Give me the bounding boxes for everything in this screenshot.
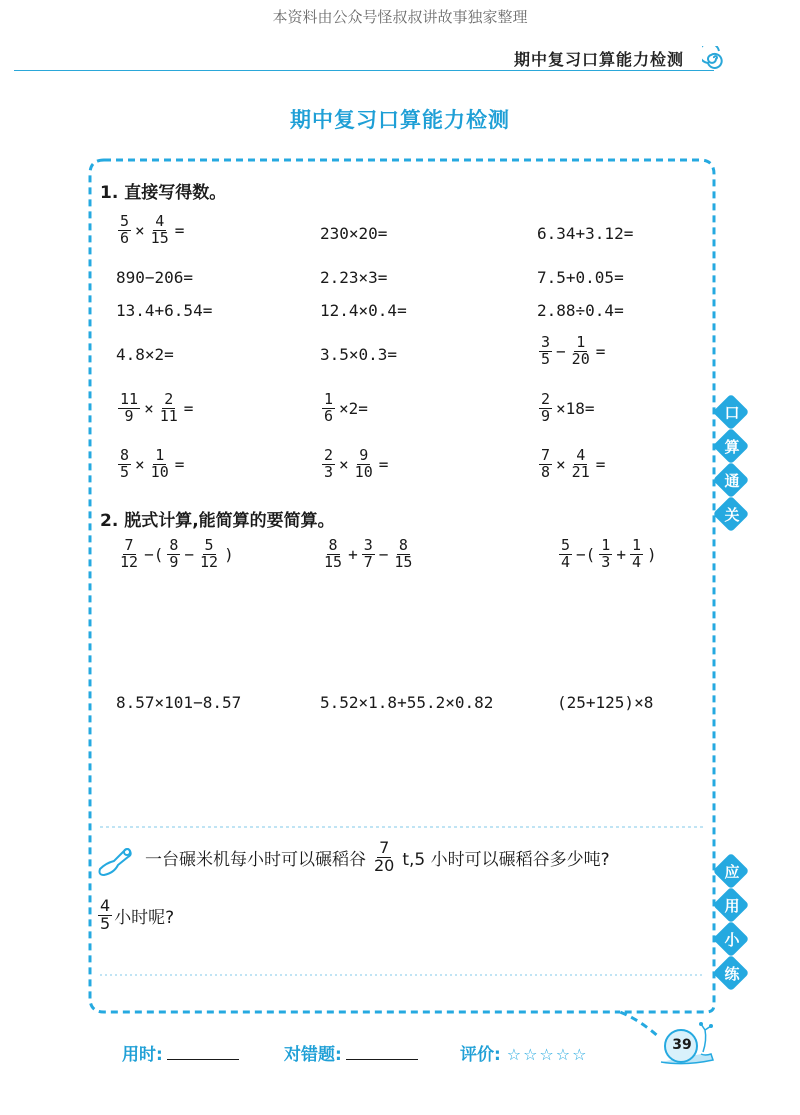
numerator: 5 (561, 536, 571, 554)
operator: − (378, 544, 389, 564)
denominator: 10 (354, 462, 373, 481)
denominator: 5 (541, 349, 551, 368)
denominator: 6 (120, 228, 130, 247)
denominator: 4 (561, 552, 571, 571)
denominator: 7 (363, 552, 373, 571)
fraction (118, 392, 140, 425)
problem-statement-2 (98, 898, 174, 933)
numerator: 3 (363, 536, 373, 554)
numerator: 8 (169, 536, 179, 554)
problem-5-3 (537, 392, 597, 425)
calc-problem-1 (116, 538, 236, 571)
calc-problem-3 (557, 538, 659, 571)
side-tab-guan (718, 501, 746, 529)
side-tab-suan (718, 433, 746, 461)
operator: − (556, 341, 566, 361)
numerator: 9 (359, 446, 369, 464)
equals: = (595, 454, 606, 474)
problem-1-1 (116, 214, 186, 247)
numerator: 8 (398, 536, 408, 554)
problem-2-2: 2.23×3= (320, 268, 388, 287)
side-tab-label: 通 (724, 472, 740, 490)
problem-text: t,5 小时可以碾稻谷多少吨? (402, 849, 610, 870)
problem-4-3 (537, 335, 607, 368)
operator: ) (224, 544, 234, 564)
fraction (362, 538, 375, 571)
denominator: 8 (541, 462, 551, 481)
fraction (322, 392, 335, 425)
section1-heading: 1. 直接写得数。 (100, 183, 227, 203)
fraction (98, 898, 112, 933)
side-tab-lian (718, 960, 746, 988)
problem-3-1: 13.4+6.54= (116, 301, 213, 320)
operator: × (144, 398, 154, 418)
denominator: 21 (571, 462, 590, 481)
denominator: 9 (124, 406, 134, 425)
denominator: 12 (120, 552, 139, 571)
equals: = (378, 454, 389, 474)
numerator: 2 (324, 446, 334, 464)
denominator: 6 (324, 406, 334, 425)
problem-3-3: 2.88÷0.4= (537, 301, 624, 320)
watermark-text: 本资料由公众号怪叔叔讲故事独家整理 (272, 8, 528, 26)
fraction (570, 335, 592, 368)
denominator: 4 (631, 552, 641, 571)
numerator: 1 (324, 390, 334, 408)
denominator: 11 (159, 406, 178, 425)
side-tab-xiao (718, 926, 746, 954)
denominator: 20 (571, 349, 590, 368)
numerator: 7 (124, 536, 134, 554)
fraction (539, 335, 552, 368)
problem-2-1: 890−206= (116, 268, 194, 287)
fraction (149, 448, 171, 481)
denominator: 5 (120, 462, 130, 481)
numerator: 7 (541, 446, 551, 464)
calc-problem-6: (25+125)×8 (557, 693, 654, 712)
fraction (539, 392, 552, 425)
problem-6-3 (537, 448, 607, 481)
equals: = (174, 220, 185, 240)
operator: ) (647, 544, 657, 564)
footer-rating (460, 1040, 588, 1065)
problem-2-3: 7.5+0.05= (537, 268, 624, 287)
operator: + (348, 544, 358, 564)
problem-3-2: 12.4×0.4= (320, 301, 407, 320)
fraction (599, 538, 612, 571)
problem-1-3: 6.34+3.12= (537, 224, 634, 243)
numerator: 1 (601, 536, 611, 554)
calc-problem-2 (320, 538, 416, 571)
fraction (158, 392, 180, 425)
fraction (167, 538, 180, 571)
equals: = (183, 398, 194, 418)
side-tab-ying (718, 858, 746, 886)
footer-errors (284, 1040, 418, 1065)
problem-6-1 (116, 448, 186, 481)
page-number: 39 (672, 1037, 692, 1053)
side-tab-label: 应 (724, 863, 740, 881)
equals: = (595, 341, 606, 361)
numerator: 8 (328, 536, 338, 554)
time-label: 用时: (122, 1045, 163, 1065)
operator: −( (576, 544, 596, 564)
numerator: 7 (379, 838, 390, 857)
trumpet-icon (96, 843, 136, 879)
numerator: 1 (576, 333, 586, 351)
numerator: 2 (164, 390, 174, 408)
numerator: 5 (120, 212, 130, 230)
problem-4-1: 4.8×2= (116, 345, 174, 364)
denominator: 20 (374, 855, 395, 875)
problem-5-1 (116, 392, 195, 425)
operator: × (556, 454, 566, 474)
side-tab-label: 用 (724, 897, 740, 915)
equals: = (174, 454, 185, 474)
problem-5-2 (320, 392, 370, 425)
fraction (322, 538, 344, 571)
side-tab-kou (718, 399, 746, 427)
fraction (118, 214, 131, 247)
numerator: 3 (541, 333, 551, 351)
numerator: 8 (120, 446, 130, 464)
calc-problem-5: 5.52×1.8+55.2×0.82 (320, 693, 494, 712)
denominator: 3 (324, 462, 334, 481)
side-tab-tong (718, 467, 746, 495)
fraction (198, 538, 220, 571)
denominator: 9 (169, 552, 179, 571)
numerator: 2 (541, 390, 551, 408)
problem-text: 小时呢? (114, 907, 175, 928)
footer-time (122, 1040, 239, 1065)
operator: −( (144, 544, 164, 564)
fraction (630, 538, 643, 571)
side-tab-label: 口 (724, 404, 740, 422)
fraction (118, 448, 131, 481)
operator: + (616, 544, 626, 564)
denominator: 5 (100, 913, 111, 933)
side-tab-label: 练 (724, 965, 740, 983)
errors-label: 对错题: (284, 1045, 342, 1065)
numerator: 1 (155, 446, 165, 464)
fraction (372, 840, 396, 875)
denominator: 15 (324, 552, 343, 571)
fraction (149, 214, 171, 247)
denominator: 9 (541, 406, 551, 425)
fraction (353, 448, 375, 481)
fraction (392, 538, 414, 571)
section2-heading: 2. 脱式计算,能简算的要简算。 (100, 511, 335, 531)
denominator: 10 (150, 462, 169, 481)
numerator: 4 (155, 212, 165, 230)
side-tab-yong (718, 892, 746, 920)
numerator: 5 (204, 536, 214, 554)
numerator: 4 (100, 896, 111, 915)
operator: × (135, 454, 145, 474)
numerator: 11 (120, 390, 139, 408)
calc-problem-4: 8.57×101−8.57 (116, 693, 242, 712)
rating-label: 评价: (460, 1045, 501, 1065)
side-tab-label: 算 (724, 438, 740, 456)
errors-blank[interactable] (346, 1045, 418, 1060)
denominator: 15 (150, 228, 169, 247)
side-tab-label: 关 (724, 506, 740, 524)
denominator: 3 (601, 552, 611, 571)
numerator: 1 (631, 536, 641, 554)
time-blank[interactable] (167, 1045, 239, 1060)
problem-1-2: 230×20= (320, 224, 388, 243)
denominator: 15 (394, 552, 413, 571)
problem-6-2 (320, 448, 390, 481)
denominator: 12 (200, 552, 219, 571)
page-title: 期中复习口算能力检测 (290, 108, 510, 132)
problem-text: 一台碾米机每小时可以碾稻谷 (145, 849, 366, 870)
operator: ×2= (339, 398, 368, 418)
problem-4-2: 3.5×0.3= (320, 345, 398, 364)
fraction (539, 448, 552, 481)
fraction (118, 538, 140, 571)
fraction (322, 448, 335, 481)
problem-statement (145, 840, 610, 875)
side-tab-label: 小 (724, 931, 740, 949)
rating-stars[interactable]: ☆☆☆☆☆ (506, 1045, 589, 1064)
operator: ×18= (556, 398, 595, 418)
numerator: 4 (576, 446, 586, 464)
operator: × (339, 454, 349, 474)
fraction (559, 538, 572, 571)
fraction (570, 448, 592, 481)
operator: × (135, 220, 145, 240)
header-title: 期中复习口算能力检测 (514, 50, 685, 69)
operator: − (184, 544, 194, 564)
